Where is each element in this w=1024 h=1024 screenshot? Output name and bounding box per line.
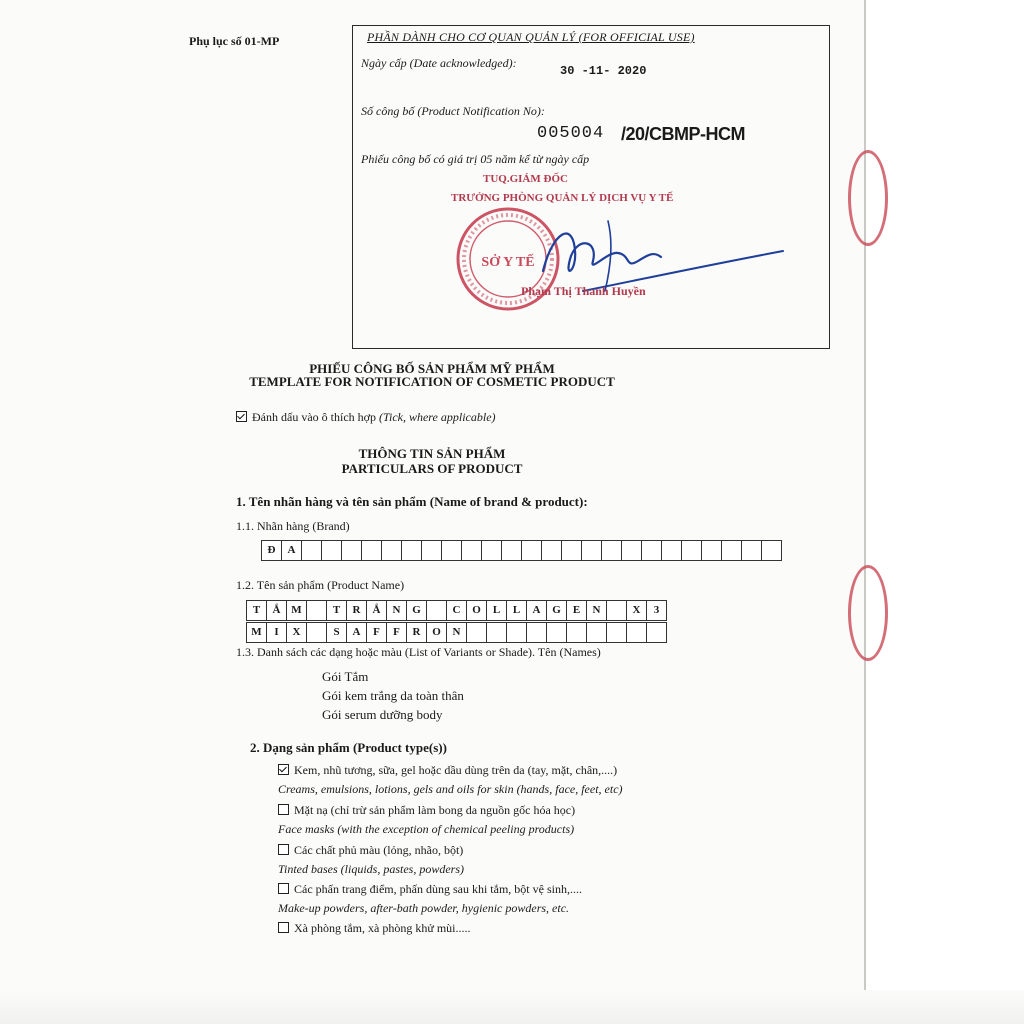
product-type-option: [278, 882, 582, 897]
letter-cell: [301, 540, 322, 561]
letter-cell: G: [546, 600, 567, 621]
product-type-en: Face masks (with the exception of chemical peeling products): [278, 822, 575, 836]
letter-cell: [761, 540, 782, 561]
letter-cell: [306, 622, 327, 643]
date-acknowledged-value: 30 -11- 2020: [560, 64, 647, 78]
letter-cell: O: [466, 600, 487, 621]
letter-cell: F: [386, 622, 407, 643]
product-name-grid-row-2: [247, 622, 667, 643]
section-title-vn: THÔNG TIN SẢN PHẨM: [358, 446, 506, 461]
letter-cell: [441, 540, 462, 561]
letter-cell: [641, 540, 662, 561]
letter-cell: [626, 622, 647, 643]
letter-cell: [466, 622, 487, 643]
product-type-vn: Xà phòng tắm, xà phòng khử mùi.....: [294, 921, 471, 935]
letter-cell: [506, 622, 527, 643]
checkbox-icon: [278, 804, 289, 815]
product-name-grid-row-1: [247, 600, 667, 621]
product-type-vn: Kem, nhũ tương, sữa, gel hoặc dầu dùng trên da (tay, mặt, chân,....): [294, 763, 618, 777]
variant-item: Gói serum dưỡng body: [322, 707, 443, 722]
date-acknowledged-label: Ngày cấp (Date acknowledged):: [361, 56, 517, 70]
page-margin: [866, 0, 1024, 1024]
document-title-vn: PHIẾU CÔNG BỐ SẢN PHẨM MỸ PHẨM: [309, 361, 555, 376]
product-type-vn: Các chất phủ màu (lỏng, nhão, bột): [294, 843, 464, 857]
section-2-heading: 2. Dạng sản phẩm (Product type(s)): [250, 740, 447, 755]
letter-cell: [361, 540, 382, 561]
tick-instruction: [236, 410, 496, 425]
signer-name: Phạm Thị Thanh Huyền: [521, 284, 646, 298]
letter-cell: L: [506, 600, 527, 621]
letter-cell: [741, 540, 762, 561]
letter-cell: [606, 600, 627, 621]
letter-cell: Ắ: [266, 600, 287, 621]
letter-cell: [661, 540, 682, 561]
letter-cell: R: [346, 600, 367, 621]
letter-cell: [401, 540, 422, 561]
tick-instruction-vn: Đánh dấu vào ô thích hợp: [252, 410, 376, 424]
letter-cell: [526, 622, 547, 643]
letter-cell: [546, 622, 567, 643]
official-use-heading: PHẦN DÀNH CHO CƠ QUAN QUẢN LÝ (FOR OFFICIAL USE): [367, 30, 695, 44]
letter-cell: E: [566, 600, 587, 621]
section-title-en: PARTICULARS OF PRODUCT: [341, 461, 523, 476]
product-type-vn: Mặt nạ (chỉ trừ sản phẩm làm bong da nguồn gốc hóa học): [294, 803, 576, 817]
letter-cell: A: [281, 540, 302, 561]
variant-item: Gói kem trắng da toàn thân: [322, 688, 464, 703]
product-type-en: Creams, emulsions, lotions, gels and oils for skin (hands, face, feet, etc): [278, 782, 623, 796]
document-title-en: TEMPLATE FOR NOTIFICATION OF COSMETIC PRODUCT: [249, 374, 615, 389]
tick-instruction-en: (Tick, where applicable): [378, 410, 496, 424]
letter-cell: M: [286, 600, 307, 621]
letter-cell: [581, 540, 602, 561]
letter-cell: [486, 622, 507, 643]
letter-cell: [681, 540, 702, 561]
letter-cell: [521, 540, 542, 561]
product-type-option: [278, 921, 470, 936]
seal-text: SỞ Y TẾ: [481, 255, 535, 270]
letter-cell: [426, 600, 447, 621]
letter-cell: N: [586, 600, 607, 621]
product-type-option: [278, 843, 463, 858]
section-1-heading: 1. Tên nhãn hàng và tên sản phẩm (Name of brand & product):: [236, 494, 588, 509]
letter-cell: T: [246, 600, 267, 621]
letter-cell: [721, 540, 742, 561]
letter-cell: [701, 540, 722, 561]
letter-cell: A: [526, 600, 547, 621]
letter-cell: I: [266, 622, 287, 643]
letter-cell: X: [286, 622, 307, 643]
product-type-vn: Các phấn trang điểm, phấn dùng sau khi tắm, bột vệ sinh,....: [294, 882, 582, 896]
letter-cell: [646, 622, 667, 643]
product-type-en: Tinted bases (liquids, pastes, powders): [278, 862, 465, 876]
checkbox-icon: [278, 764, 289, 775]
letter-cell: [461, 540, 482, 561]
notification-number-value: 005004: [537, 124, 605, 143]
letter-cell: [586, 622, 607, 643]
letter-cell: [421, 540, 442, 561]
letter-cell: M: [246, 622, 267, 643]
letter-cell: N: [386, 600, 407, 621]
letter-cell: [481, 540, 502, 561]
letter-cell: [561, 540, 582, 561]
letter-cell: [381, 540, 402, 561]
letter-cell: [606, 622, 627, 643]
appendix-label: Phụ lục số 01-MP: [189, 34, 280, 48]
letter-cell: 3: [646, 600, 667, 621]
letter-cell: Đ: [261, 540, 282, 561]
letter-cell: F: [366, 622, 387, 643]
edge-stamp: [848, 565, 888, 661]
notification-number-suffix: /20/CBMP-HCM: [621, 124, 746, 144]
page-bottom-shade: [0, 990, 1024, 1024]
letter-cell: C: [446, 600, 467, 621]
variant-item: Gói Tắm: [322, 669, 369, 684]
checkbox-icon: [278, 922, 289, 933]
deputy-title: TUQ.GIÁM ĐỐC: [483, 173, 568, 185]
letter-cell: [601, 540, 622, 561]
letter-cell: T: [326, 600, 347, 621]
product-type-en: Make-up powders, after-bath powder, hygienic powders, etc.: [278, 901, 570, 915]
letter-cell: [501, 540, 522, 561]
checkbox-icon: [278, 883, 289, 894]
letter-cell: S: [326, 622, 347, 643]
letter-cell: [621, 540, 642, 561]
letter-cell: G: [406, 600, 427, 621]
official-use-box: [352, 25, 830, 349]
brand-label: 1.1. Nhãn hàng (Brand): [236, 519, 350, 533]
notification-number-label: Số công bố (Product Notification No):: [361, 104, 545, 118]
variants-label: 1.3. Danh sách các dạng hoặc màu (List of Variants or Shade). Tên (Names): [236, 645, 601, 659]
checkbox-icon: [278, 844, 289, 855]
department-head-title: TRƯỞNG PHÒNG QUẢN LÝ DỊCH VỤ Y TẾ: [451, 192, 674, 204]
letter-cell: O: [426, 622, 447, 643]
checkbox-icon: [236, 411, 247, 422]
edge-stamp: [848, 150, 888, 246]
letter-cell: R: [406, 622, 427, 643]
letter-cell: X: [626, 600, 647, 621]
letter-cell: [541, 540, 562, 561]
letter-cell: [566, 622, 587, 643]
letter-cell: [321, 540, 342, 561]
letter-cell: N: [446, 622, 467, 643]
brand-grid: [262, 540, 782, 561]
letter-cell: [341, 540, 362, 561]
letter-cell: Ắ: [366, 600, 387, 621]
product-type-option: [278, 763, 617, 778]
validity-note: Phiếu công bố có giá trị 05 năm kể từ ngày cấp: [361, 152, 590, 166]
letter-cell: [306, 600, 327, 621]
letter-cell: L: [486, 600, 507, 621]
product-name-label: 1.2. Tên sản phẩm (Product Name): [236, 578, 405, 592]
product-type-option: [278, 803, 575, 818]
letter-cell: A: [346, 622, 367, 643]
